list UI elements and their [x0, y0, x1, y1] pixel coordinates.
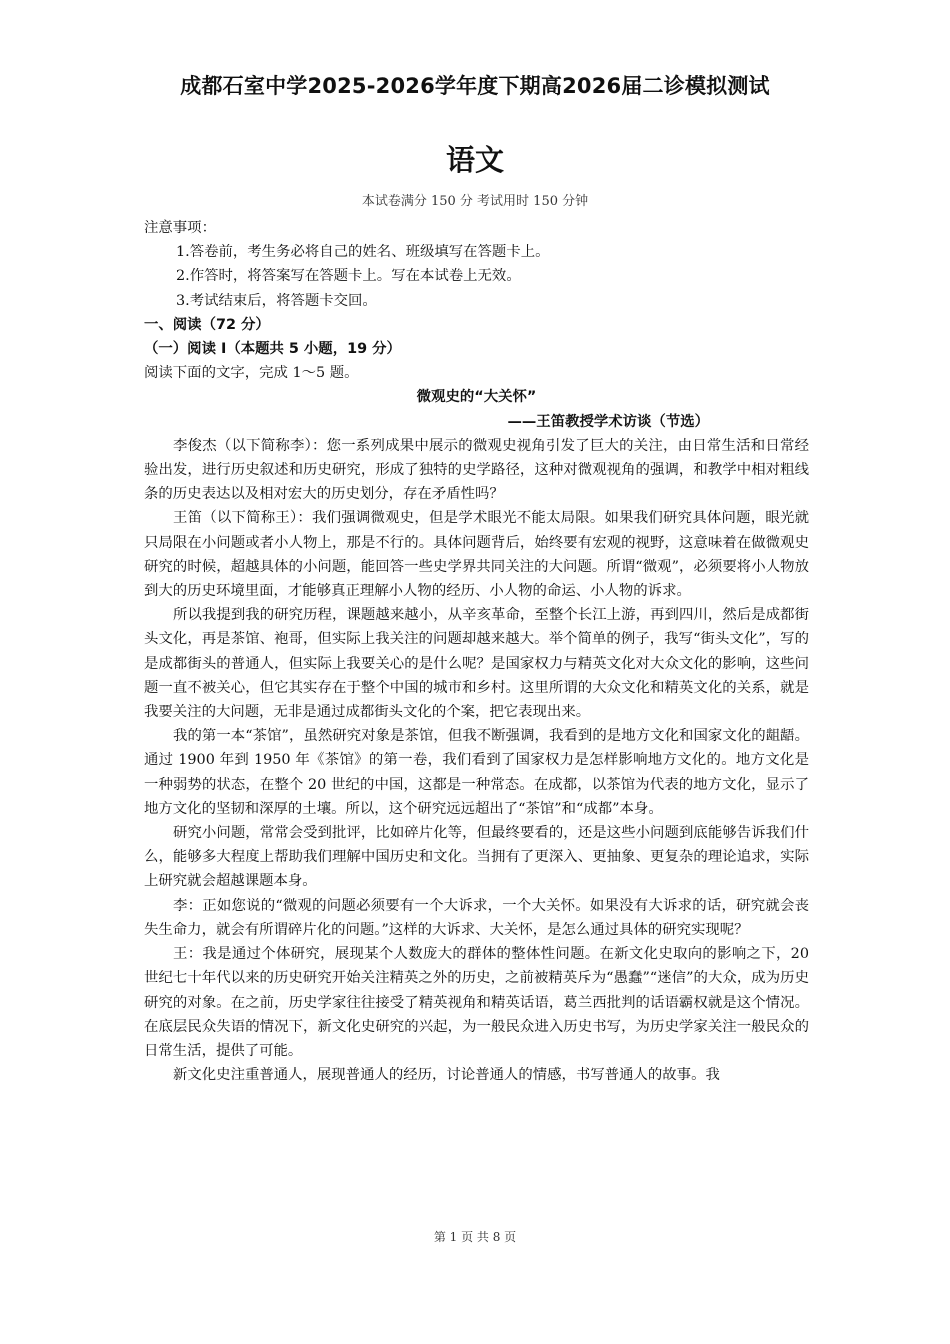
article-paragraph	[144, 1063, 809, 1087]
notice-item-2: 2.作答时，将答案写在答题卡上。写在本试卷上无效。	[176, 268, 521, 285]
exam-content	[144, 216, 809, 1087]
page-footer: 第 1 页 共 8 页	[433, 1230, 517, 1244]
paragraph-text: ：您一系列成果中展示的微观史视角引发了巨大的关注，由日常生活和日常经验出发，进行历史叙述和历史研究，形成了独特的史学路径，这种对微观视角的强调，和教学中相对粗线条的历史表达以及相对宏大的历史划分，存在矛盾性吗？	[144, 437, 809, 503]
article-paragraph	[144, 506, 809, 603]
section-instruction: 阅读下面的文字，完成 1～5 题。	[144, 365, 359, 382]
article-paragraph	[144, 724, 809, 821]
paragraph-text: 所以我提到我的研究历程，课题越来越小，从辛亥革命，至整个长江上游，再到四川，然后是成都街头文化，再是茶馆、袍哥，但实际上我关注的问题却越来越大。举个简单的例子，我写“街头文化”，写的是成都街头的普通人，但实际上我要关心的是什么呢？是国家权力与精英文化对大众文化的影响，这些问题一直不被关心，但它其实存在于整个中国的城市和乡村。这里所谓的大众文化和精英文化的关系，就是我要关注的大问题，无非是通过成都街头文化的个案，把它表现出来。	[144, 607, 809, 721]
notice-heading: 注意事项：	[144, 220, 216, 236]
exam-info: 本试卷满分 150 分 考试用时 150 分钟	[361, 194, 589, 209]
article-paragraph	[144, 942, 809, 1063]
article-paragraph	[144, 821, 809, 894]
article-paragraph	[144, 894, 809, 942]
paragraph-text: ：我是通过个体研究，展现某个人数庞大的群体的整体性问题。在新文化史取向的影响之下，20 世纪七十年代以来的历史研究开始关注精英之外的历史，之前被精英斥为“愚蠢”“迷信”的大众，成为历史研究的对象。在之前，历史学家往往接受了精英视角和精英话语，葛兰西批判的话语霸权就是这个情况。在底层民众失语的情况下，新文化史研究的兴起，为一般民众进入历史书写，为历史学家关注一般民众的日常生活，提供了可能。	[144, 946, 809, 1059]
exam-title: 成都石室中学2025-2026学年度下期高2026届二诊模拟测试	[180, 74, 770, 98]
article-title: 微观史的“大关怀”	[416, 389, 537, 406]
paragraph-text: 新文化史注重普通人，展现普通人的经历，讨论普通人的情感，书写普通人的故事。我	[173, 1067, 720, 1084]
speaker-label: 李俊杰（以下简称李）	[173, 437, 313, 454]
section-heading: 一、阅读（72 分）	[144, 316, 270, 333]
article-paragraph	[144, 434, 809, 507]
paragraph-text: 我的第一本“茶馆”，虽然研究对象是茶馆，但我不断强调，我看到的是地方文化和国家文化的龃龉。通过 1900 年到 1950 年《茶馆》的第一卷，我们看到了国家权力是怎样影响地方文化的。地方文化是一种弱势的状态，在整个 20 世纪的中国，这都是一种常态。在成都，以茶馆为代表的地方文化，显示了地方文化的坚韧和深厚的土壤。所以，这个研究远远超出了“茶馆”和“成都”本身。	[144, 728, 809, 817]
speaker-label: 王笛（以下简称王）	[173, 510, 298, 527]
paragraph-text: 研究小问题，常常会受到批评，比如碎片化等，但最终要看的，还是这些小问题到底能够告诉我们什么，能够多大程度上帮助我们理解中国历史和文化。当拥有了更深入、更抽象、更复杂的理论追求，实际上研究就会超越课题本身。	[144, 825, 809, 890]
speaker-label: 李	[173, 897, 188, 914]
subject-title: 语文	[445, 143, 504, 177]
speaker-label: 王	[173, 946, 188, 963]
notice-item-3: 3.考试结束后，将答题卡交回。	[176, 292, 377, 309]
article-subtitle: ——王笛教授学术访谈（节选）	[507, 413, 709, 430]
paragraph-text: ：正如您说的“微观的问题必须要有一个大诉求，一个大关怀。如果没有大诉求的话，研究就会丧失生命力，就会有所谓碎片化的问题。”这样的大诉求、大关怀，是怎么通过具体的研究实现呢？	[144, 897, 809, 938]
paragraph-text: ：我们强调微观史，但是学术眼光不能太局限。如果我们研究具体问题，眼光就只局限在小问题或者小人物上，那是不行的。具体问题背后，始终要有宏观的视野，这意味着在做微观史研究的时候，超越具体的小问题，能回答一些史学界共同关注的大问题。所谓“微观”，必须要将小人物放到大的历史环境里面，才能够真正理解小人物的经历、小人物的命运、小人物的诉求。	[144, 510, 809, 600]
section-subheading: （一）阅读 I（本题共 5 小题，19 分）	[144, 341, 401, 358]
article-paragraph	[144, 603, 809, 724]
notice-item-1: 1.答卷前，考生务必将自己的姓名、班级填写在答题卡上。	[176, 244, 550, 261]
